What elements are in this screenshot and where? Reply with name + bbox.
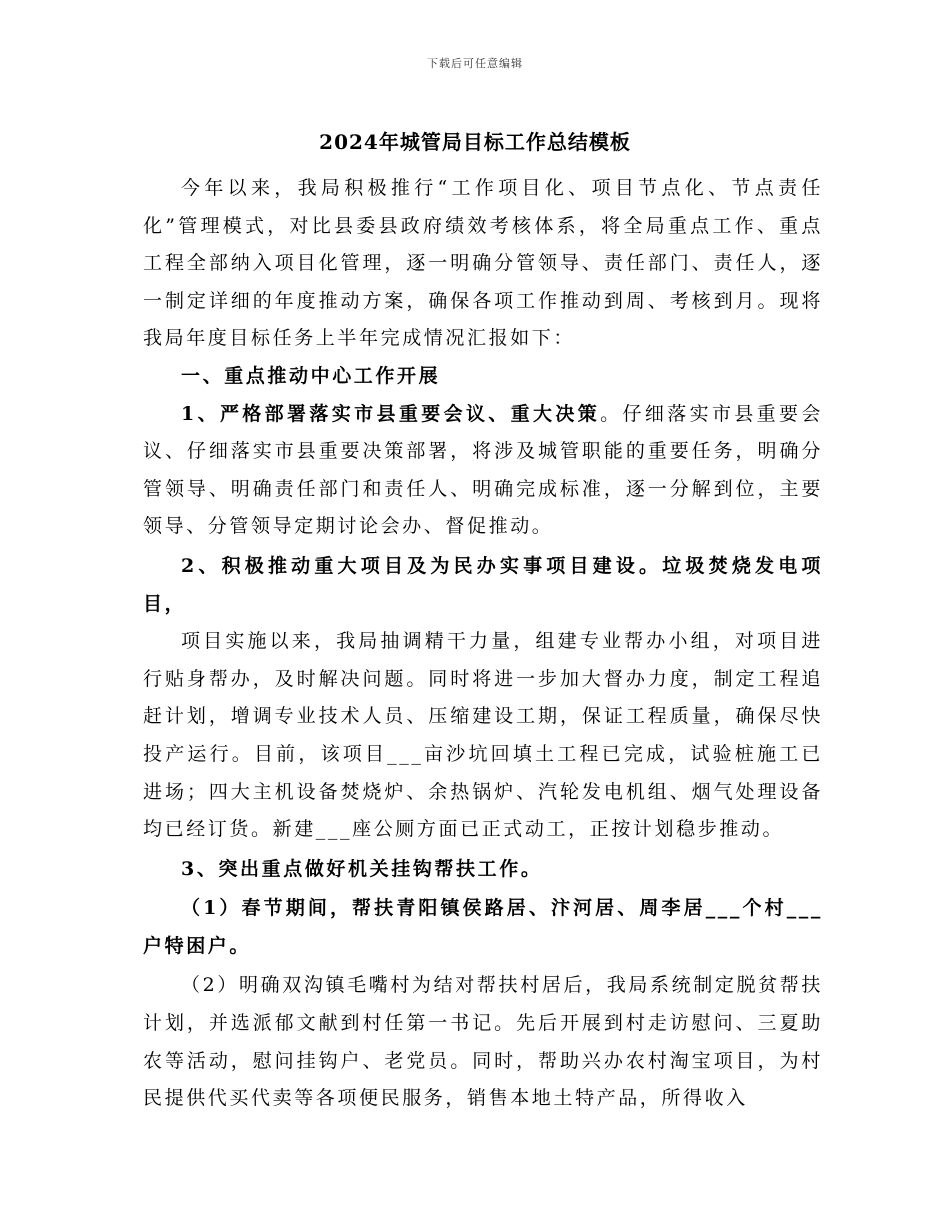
item-3-1-paragraph: （1）春节期间，帮扶青阳镇侯路居、汴河居、周李居___个村___户特困户。 [143, 897, 823, 957]
item-3-2-paragraph: （2）明确双沟镇毛嘴村为结对帮扶村居后，我局系统制定脱贫帮扶计划，并选派郁文献到村任第一书记。先后开展到村走访慰问、三夏助农等活动，慰问挂钩户、老党员。同时，帮助兴办农村淘宝项目，为村民提供代买代卖等各项便民服务，销售本地土特产品，所得收入 [143, 974, 823, 1110]
item-3-heading: 3、突出重点做好机关挂钩帮扶工作。 [181, 857, 543, 880]
item-2-heading: 2、积极推动重大项目及为民办实事项目建设。垃圾焚烧发电项目， [143, 554, 823, 615]
document-title: 2024年城管局目标工作总结模板 [319, 130, 631, 154]
header-note: 下载后可任意编辑 [427, 57, 523, 70]
item-2-text: 项目实施以来，我局抽调精干力量，组建专业帮办小组，对项目进行贴身帮办，及时解决问题。同时将进一步加大督办力度，制定工程追赶计划，增调专业技术人员、压缩建设工期，保证工程质量，确保尽快投产运行。目前，该项目___亩沙坑回填土工程已完成，试验桩施工已进场；四大主机设备焚烧炉、余热锅炉、汽轮发电机组、烟气处理设备均已经订货。新建___座公厕方面已正式动工，正按计划稳步推动。 [143, 630, 823, 841]
item-1-heading: 1、严格部署落实市县重要会议、重大决策 [181, 402, 601, 425]
document-body [143, 170, 823, 1118]
item-1-text: 。仔细落实市县重要会议、仔细落实市县重要决策部署，将涉及城管职能的重要任务，明确分管领导、明确责任部门和责任人、明确完成标准，逐一分解到位，主要领导、分管领导定期讨论会办、督促推动。 [143, 402, 823, 538]
intro-paragraph: 今年以来，我局积极推行“工作项目化、项目节点化、节点责任化”管理模式，对比县委县政府绩效考核体系，将全局重点工作、重点工程全部纳入项目化管理，逐一明确分管领导、责任部门、责任人，逐一制定详细的年度推动方案，确保各项工作推动到周、考核到月。现将我局年度目标任务上半年完成情况汇报如下： [143, 177, 823, 350]
section-heading-1: 一、重点推动中心工作开展 [181, 364, 441, 387]
item-1-paragraph [143, 396, 823, 546]
